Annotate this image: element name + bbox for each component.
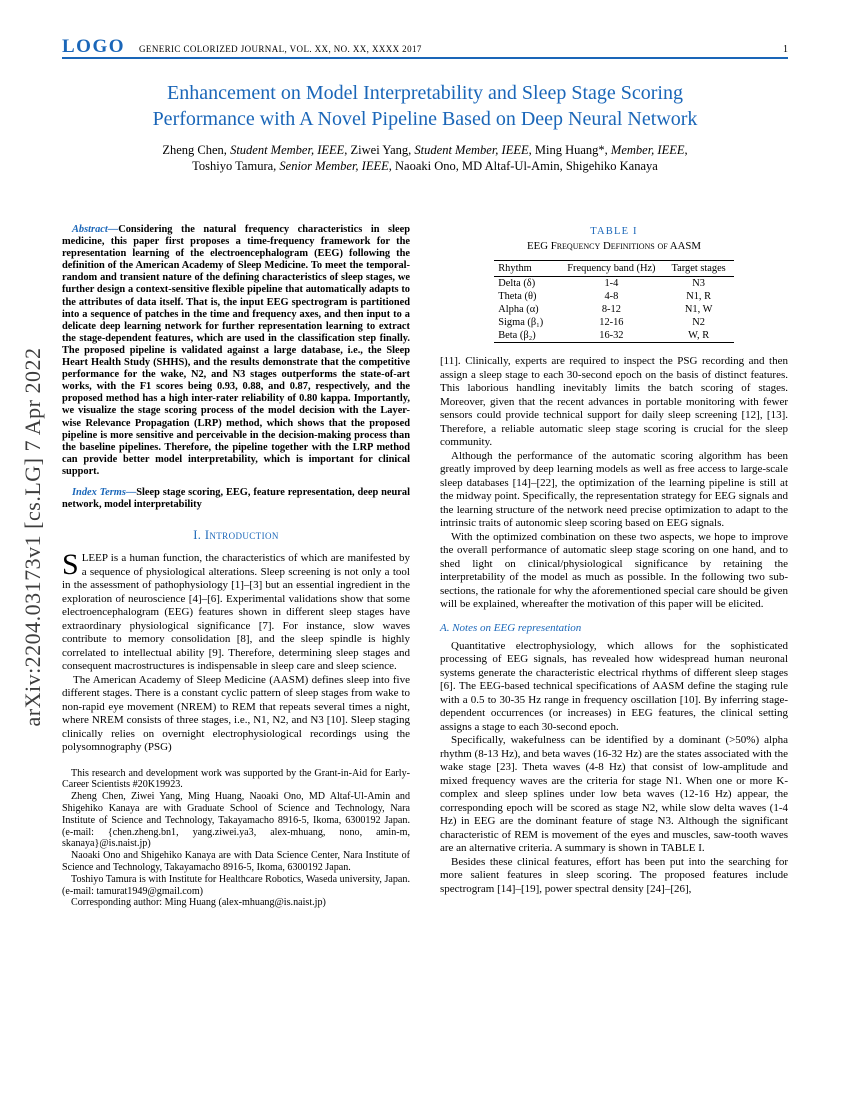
- footnotes: [62, 768, 410, 910]
- footnote-funding: This research and development work was supported by the Grant-in-Aid for Early-Career Scientists #20K19923.: [62, 767, 410, 791]
- table-cell: N2: [692, 317, 705, 328]
- table-header-target-stages: Target stages: [671, 263, 726, 274]
- right-paragraph-4: Quantitative electrophysiology, which allows for the sophisticated processing of EEG signals, has revealed how widespread human neuronal systems generate the characteristic electrical rhythms of different sleep stages [6]. The EEG-based technical specifications of AASM define the staging rule with a 0.5 to 30-35 Hz range in frequency oscillation [10]. By inferring stage-dependent occurrences (or increases) in EEG features, the clinical setting assigns a stage to each 30-second epoch.: [440, 639, 788, 733]
- footnote-corresponding-author: Corresponding author: Ming Huang (alex-mhuang@is.naist.jp): [71, 897, 326, 909]
- abstract-label: Abstract—: [72, 224, 119, 235]
- abstract: [62, 224, 410, 478]
- table-1: [440, 226, 788, 343]
- two-column-body: [62, 224, 788, 909]
- journal-logo: LOGO: [62, 36, 126, 57]
- table-cell: Beta (β₂): [498, 330, 536, 341]
- journal-header: [62, 36, 788, 58]
- author-line-2: Toshiyo Tamura, Senior Member, IEEE, Naoaki Ono, MD Altaf-Ul-Amin, Shigehiko Kanaya: [192, 159, 658, 173]
- table-header-row: [494, 261, 733, 277]
- author-block: [62, 142, 788, 174]
- intro-paragraph-2: The American Academy of Sleep Medicine (AASM) defines sleep into five different stages. There is a constant cyclic pattern of sleep stages from wake to non-rapid eye movement (NREM) to REM that repeats several times a night, where NREM consists of three stages, i.e., N1, N2, and N3 [10]. Sleep staging clinically relies on overnight electrophysiological recordings using the polysomnography (PSG): [62, 673, 410, 754]
- eeg-frequency-table: [494, 260, 733, 343]
- table-cell: N1, W: [684, 304, 713, 315]
- paper-title-line-1: Enhancement on Model Interpretability and Sleep Stage Scoring: [167, 82, 683, 104]
- paper-title-line-2: Performance with A Novel Pipeline Based on Deep Neural Network: [152, 108, 698, 130]
- paper-title: [110, 80, 740, 132]
- right-column: [440, 224, 788, 909]
- footnote-affiliation-1: Zheng Chen, Ziwei Yang, Ming Huang, Naoaki Ono, MD Altaf-Ul-Amin and Shigehiko Kanaya are with Graduate School of Science and Technology, Nara Institute of Science and Technology, Takayamacho 8916-5, Ikoma, 6300192 Japan. (e-mail: {chen.zheng.bn1, yang.ziwei.ya3, alex-mhuang, nono, amin-m, skanaya}@is.naist.jp): [62, 791, 410, 850]
- page-number: 1: [783, 44, 788, 55]
- arxiv-watermark: arXiv:2204.03173v1 [cs.LG] 7 Apr 2022: [20, 347, 45, 727]
- table-cell: W, R: [688, 330, 710, 341]
- index-terms-text: Sleep stage scoring, EEG, feature representation, deep neural network, model interpretability: [62, 486, 410, 511]
- journal-name: GENERIC COLORIZED JOURNAL, VOL. XX, NO. XX, XXXX 2017: [139, 44, 422, 54]
- index-terms: [62, 487, 410, 511]
- right-paragraph-6: Besides these clinical features, effort has been put into the searching for more salient features in sleep scoring. The proposed features include spectrogram [14]–[19], power spectral density [24]–[26],: [440, 855, 788, 895]
- right-paragraph-5: Specifically, wakefulness can be identified by a dominant (>50%) alpha rhythm (8-13 Hz), and beta waves (16-32 Hz) are the states associated with the wake stage [23]. Theta waves (4-8 Hz) that consist of low-amplitude and mixed frequency waves are the criteria for stage N1. When one or more K-complex and sleep splines under low beta waves (12-16 Hz) appear, the corresponding epoch will be scored as stage N2, while slow delta waves (1-4 Hz) in EEG are the dominant feature of stage N3. Although the significant characteristic of REM is movement of the eyes and muscles, saw-tooth waves are an alternative criteria. A summary is shown in TABLE I.: [440, 734, 788, 854]
- table-cell: 12-16: [599, 317, 624, 328]
- abstract-text: Considering the natural frequency characteristics in sleep medicine, this paper first proposes a time-frequency framework for the representation learning of the electroencephalogram (EEG) following the definition of the American Academy of Sleep Medicine. To meet the temporal-random and transient nature of the defining characteristics of sleep stages, we further design a context-sensitive flexible pipeline that automatically adapts to the attributes of data itself. That is, the input EEG spectrogram is partitioned into a sequence of patches in the time and frequency axes, and then input to a delicate deep learning network for further representation learning to extract the stage-dependent features, which are used in the classification step finally. The proposed pipeline is validated against a large database, i.e., the Sleep Heart Health Study (SHHS), and the results demonstrate that the competitive performance for the wake, N2, and N3 stages outperforms the state-of-art works, with the F1 scores being 0.93, 0.88, and 0.87, respectively, and the proposed method has a high inter-rater reliability of 0.80 kappa. Importantly, we visualize the stage scoring process of the model decision with the Layer-wise Relevance Propagation (LRP) method, which shows that the proposed pipeline is more sensitive and perceivable in the decision-making process than the baseline pipelines. Therefore, the pipeline together with the LRP method can provide better model interpretability, which is important for clinical support.: [62, 224, 410, 477]
- table-cell: 16-32: [599, 330, 624, 341]
- table-cell: N1, R: [686, 291, 712, 302]
- left-column: [62, 224, 410, 909]
- table-row: [494, 290, 733, 303]
- table-header-frequency-band: Frequency band (Hz): [567, 263, 656, 274]
- table-1-label: TABLE I: [590, 226, 638, 237]
- subsection-a-heading: A. Notes on EEG representation: [440, 621, 582, 634]
- table-cell: Delta (δ): [498, 278, 536, 289]
- footnote-affiliation-2: Naoaki Ono and Shigehiko Kanaya are with Data Science Center, Nara Institute of Science and Technology, Takayamacho 8916-5, Ikoma, 6300192 Japan.: [62, 850, 410, 874]
- intro-paragraph-1-text: LEEP is a human function, the characteristics of which are manifested by a sequence of physiological alterations. Sleep screening is not only a tool in the assessment of pathophysiology [1]–[3] but an essential ingredient in the exploration of neuroscience [4]–[6]. Experimental validations show that some electroencephalogram (EEG) features shown in different sleep stages have extraordinary physiological significance [7]. For instance, slow waves contribute to memory consolidation [8], and the sleep spindle is highly correlated to intellectual ability [9]. Therefore, determining sleep stages and consequent macrostructures is indispensable in sleep care and sleep science.: [62, 552, 410, 673]
- table-cell: Alpha (α): [498, 304, 539, 315]
- index-terms-label: Index Terms—: [72, 486, 137, 498]
- table-row: [494, 303, 733, 316]
- author-line-1: Zheng Chen, Student Member, IEEE, Ziwei Yang, Student Member, IEEE, Ming Huang*, Member, IEEE,: [162, 143, 688, 157]
- right-paragraph-2: Although the performance of the automatic scoring algorithm has been greatly improved by deep learning models as well as free access to large-scale sleep databases [14]–[22], the optimization of the learning pipeline is still at the midway point. Specifically, the representation strategy for EEG signals and the learning structure of the network need precise optimization to adapt to the intrinsic traits of autonomic sleep scoring based on EEG signals.: [440, 449, 788, 529]
- table-header-rhythm: Rhythm: [498, 263, 532, 274]
- table-cell: N3: [692, 278, 705, 289]
- dropcap-s: S: [62, 548, 79, 582]
- header-rule: [62, 57, 788, 59]
- table-cell: 4-8: [604, 291, 619, 302]
- footnote-affiliation-3: Toshiyo Tamura is with Institute for Healthcare Robotics, Waseda university, Japan. (e-mail: tamurat1949@gmail.com): [62, 873, 410, 897]
- table-row: [494, 329, 733, 343]
- section-heading-introduction: I. Introduction: [193, 528, 279, 543]
- table-cell: Theta (θ): [498, 291, 537, 302]
- table-row: [494, 316, 733, 329]
- table-cell: 8-12: [601, 304, 621, 315]
- intro-paragraph-1: [62, 548, 410, 674]
- right-paragraph-1: [11]. Clinically, experts are required to inspect the PSG recording and then assign a sleep stage to each 30-second epoch on the basis of distinct features. This laborious handling inevitably limits the batch scoring of stages. Moreover, given that the recent advances in portable monitoring with fewer sensors could provide technical support for daily sleep screening [12], [13]. Therefore, a reliable automatic sleep stage scoring is crucial for the sleep community.: [440, 355, 788, 448]
- table-row: [494, 277, 733, 291]
- right-paragraph-3: With the optimized combination on these two aspects, we hope to improve the overall performance of automatic sleep stage scoring on one hand, and to shed light on clinical/physiological significance by retaining the interpretability of the model as much as possible. In the following two sub-sections, the rationale for why the aforementioned special care should be given will be explained, whereafter the motivation of this paper will be elicited.: [440, 530, 788, 610]
- table-1-caption: EEG Frequency Definitions of AASM: [527, 240, 701, 252]
- table-cell: 1-4: [604, 278, 619, 289]
- table-cell: Sigma (β₁): [498, 317, 544, 328]
